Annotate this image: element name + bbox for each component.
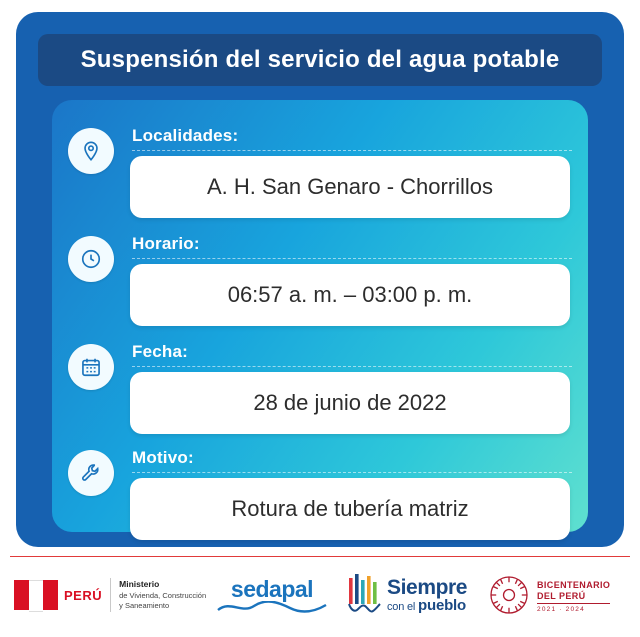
detail-divider bbox=[132, 472, 572, 473]
detail-label-localidades: Localidades: bbox=[132, 126, 239, 145]
bars-icon bbox=[348, 574, 382, 619]
detail-value-box-fecha bbox=[130, 372, 570, 434]
detail-value-box-horario bbox=[130, 264, 570, 326]
detail-divider bbox=[132, 366, 572, 367]
location-pin-icon bbox=[68, 128, 114, 174]
poster-title-bar bbox=[38, 34, 602, 86]
detail-value-box-motivo bbox=[130, 478, 570, 540]
logo-bicentenario bbox=[488, 574, 610, 621]
bicentenario-line-3: 2021 · 2024 bbox=[537, 603, 610, 615]
footer-divider bbox=[10, 556, 630, 557]
logo-divider bbox=[110, 578, 111, 612]
clock-icon bbox=[68, 236, 114, 282]
peru-flag-icon bbox=[14, 580, 58, 610]
logo-sedapal bbox=[212, 576, 332, 620]
detail-value-fecha: 28 de junio de 2022 bbox=[253, 390, 447, 415]
wrench-icon bbox=[68, 450, 114, 496]
siempre-text-block bbox=[387, 578, 467, 614]
logo-siempre-con-el-pueblo bbox=[348, 574, 467, 619]
bicentenario-line-1: BICENTENARIO bbox=[537, 579, 611, 590]
detail-divider bbox=[132, 150, 572, 151]
detail-label-motivo: Motivo: bbox=[132, 448, 194, 467]
logo-ministerio-vivienda bbox=[14, 570, 206, 620]
footer-logos bbox=[0, 562, 640, 634]
announcement-card bbox=[16, 12, 624, 547]
sun-burst-icon bbox=[488, 574, 530, 621]
ministry-line-2: de Vivienda, Construcción bbox=[119, 590, 207, 600]
page-title: Suspensión del servicio del agua potable bbox=[80, 46, 560, 73]
peru-wordmark: PERÚ bbox=[64, 587, 103, 603]
siempre-line-1: Siempre bbox=[387, 576, 468, 600]
siempre-line-2-strong: pueblo bbox=[418, 597, 466, 615]
calendar-icon bbox=[68, 344, 114, 390]
detail-value-box-localidades bbox=[130, 156, 570, 218]
ministry-text-block bbox=[119, 579, 206, 611]
detail-label-horario: Horario: bbox=[132, 234, 200, 253]
ministry-line-3: y Saneamiento bbox=[119, 600, 170, 610]
detail-value-localidades: A. H. San Genaro - Chorrillos bbox=[206, 174, 494, 199]
detail-value-horario: 06:57 a. m. – 03:00 p. m. bbox=[227, 282, 473, 307]
bicentenario-line-2: DEL PERÚ bbox=[537, 591, 586, 602]
siempre-line-2-pre: con el bbox=[387, 601, 419, 614]
siempre-line-2 bbox=[387, 598, 467, 615]
detail-label-fecha: Fecha: bbox=[132, 342, 188, 361]
wave-icon bbox=[212, 601, 332, 620]
ministry-line-1: Ministerio bbox=[119, 579, 160, 590]
sedapal-wordmark: sedapal bbox=[230, 576, 314, 602]
detail-value-motivo: Rotura de tubería matriz bbox=[231, 496, 469, 521]
bicentenario-text-block bbox=[537, 580, 610, 615]
details-panel bbox=[52, 100, 588, 532]
detail-divider bbox=[132, 258, 572, 259]
